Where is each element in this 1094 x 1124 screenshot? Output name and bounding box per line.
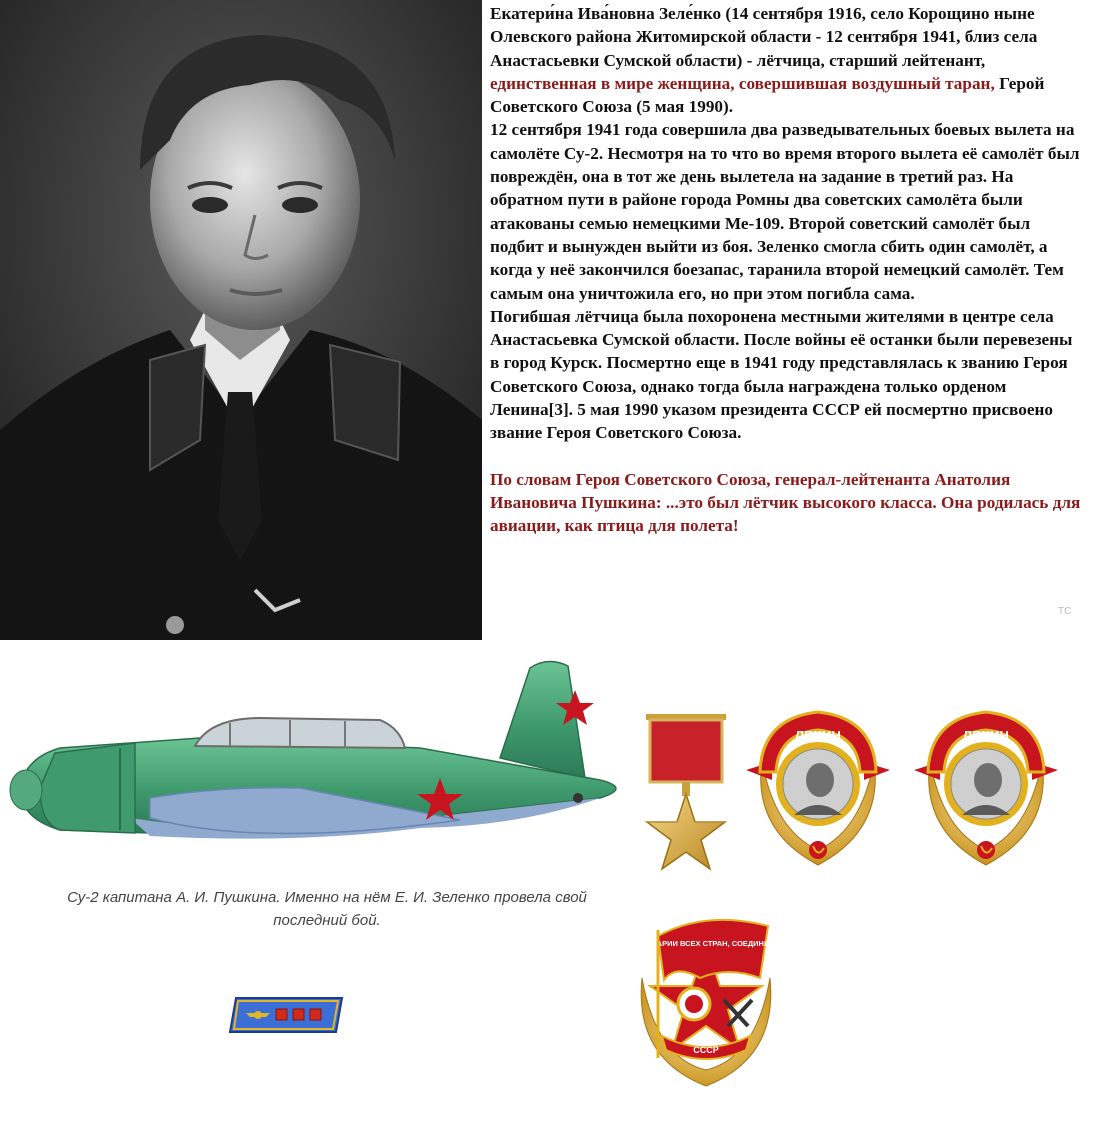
order-of-red-banner — [628, 908, 784, 1095]
watermark: TC — [1058, 606, 1072, 617]
bio-paragraph-3: Погибшая лётчица была похоронена местными жителями в центре села Анастасьевка Сумской области. После войны её останки были перевезены в город Курск. Посмертно еще в 1941 году представлялась к званию Героя Советского Союза, однако тогда была награждена только орденом Ленина[3]. 5 мая 1990 указом президента СССР ей посмертно присвоено звание Героя Советского Союза. — [490, 306, 1073, 443]
order-of-lenin-2 — [910, 700, 1062, 877]
biography-text — [490, 2, 1086, 538]
bio-intro-part1: Екатери́на Ива́новна Зеле́нко (14 сентября 1916, село Корощино ныне Олевского района Житомирской области - 12 сентября 1941, близ села Анастасьевки Сумской области) - лётчица, старший лейтенант, — [490, 4, 1038, 70]
aircraft-caption: Су-2 капитана А. И. Пушкина. Именно на нём Е. И. Зеленко провела свой последний бой. — [67, 889, 587, 929]
rank-insignia — [228, 996, 344, 1039]
order-lenin-label-2: ЛЕНИН — [963, 728, 1009, 743]
red-banner-label: ПРОЛЕТАРИИ ВСЕХ СТРАН, СОЕДИНЯЙТЕСЬ! — [628, 939, 784, 948]
gold-star-medal — [638, 712, 734, 889]
bio-intro-highlight: единственная в мире женщина, совершившая воздушный таран, — [490, 73, 995, 93]
order-of-lenin-1 — [742, 700, 894, 877]
bio-paragraph-2: 12 сентября 1941 года совершила два разведывательных боевых вылета на самолёте Су-2. Несмотря на то что во время второго вылета её самолёт был повреждён, она в тот же день вылетела на задание в третий раз. На обратном пути в районе города Ромны два советских самолёта были атакованы семью немецкими Ме-109. Второй советский самолёт был подбит и вынужден выйти из боя. Зеленко смогла сбить один самолёт, а когда у неё закончился боезапас, таранила второй немецкий самолёт. Тем самым она уничтожила его, но при этом погибла сама. — [490, 120, 1080, 303]
order-lenin-label-1: ЛЕНИН — [795, 728, 841, 743]
portrait-photo — [0, 0, 482, 640]
ussr-label: СССР — [693, 1045, 719, 1055]
bio-intro-part2: Герой Советского Союза (5 мая 1990). — [490, 73, 1045, 117]
pushkin-quote: По словам Героя Советского Союза, генерал-лейтенанта Анатолия Ивановича Пушкина: ...это был лётчик высокого класса. Она родилась для авиации, как птица для полета! — [490, 469, 1081, 536]
su2-aircraft-illustration — [0, 648, 638, 866]
bio-intro — [490, 2, 1086, 118]
